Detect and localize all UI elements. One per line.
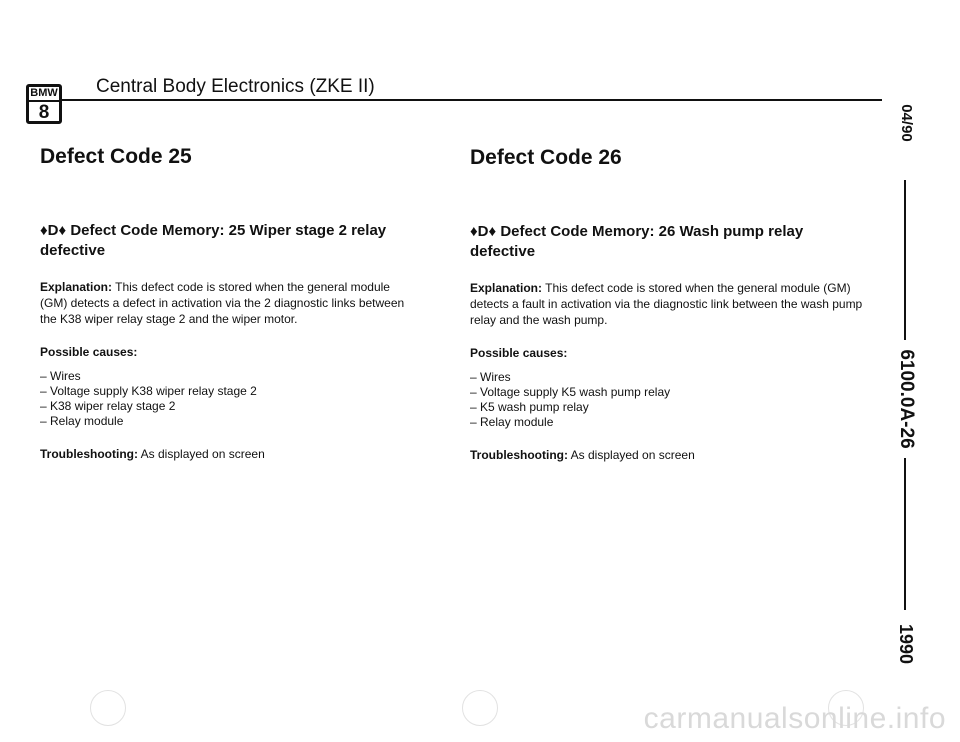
explanation-paragraph [470,280,870,328]
publication-year: 1990 [896,623,916,665]
list-item: – Relay module [470,415,554,429]
possible-causes-label: Possible causes: [40,345,138,359]
explanation-paragraph [40,279,420,327]
defect-code-25-section [40,145,420,461]
list-item: – Voltage supply K5 wash pump relay [470,385,671,399]
troubleshooting-text: As displayed on screen [140,447,265,461]
possible-causes-label: Possible causes: [470,346,568,360]
explanation-text: This defect code is stored when the general module (GM) detects a fault in activation via the diagnostic link between the wash pump relay and the wash pump. [470,281,863,327]
list-item: – Wires [470,370,511,384]
defect-code-26-section [470,146,870,462]
logo-brand: BMW [29,87,59,102]
bmw-logo [26,84,62,124]
troubleshooting-line [40,447,420,461]
troubleshooting-label: Troubleshooting: [470,448,568,462]
list-item: – Voltage supply K38 wiper relay stage 2 [40,384,257,398]
logo-number: 8 [38,102,50,123]
defect-memory-subhead [470,222,870,262]
subhead-text: Defect Code Memory: 25 Wiper stage 2 relay defective [40,222,387,259]
punch-hole [90,690,126,726]
section-heading: Defect Code 25 [40,145,192,168]
possible-causes-list [40,369,420,429]
diamond-d-icon: ♦D♦ [470,223,497,240]
document-number: 6100.0A-26 [896,349,917,449]
section-heading: Defect Code 26 [470,146,622,169]
troubleshooting-text: As displayed on screen [570,448,695,462]
list-item: – K38 wiper relay stage 2 [40,399,176,413]
header-rule [62,99,882,101]
troubleshooting-line [470,448,870,462]
diamond-d-icon: ♦D♦ [40,222,67,239]
explanation-label: Explanation: [470,281,543,295]
watermark: carmanualsonline.info [643,702,946,735]
subhead-text: Defect Code Memory: 26 Wash pump relay defective [470,223,804,260]
list-item: – Relay module [40,414,124,428]
troubleshooting-label: Troubleshooting: [40,447,138,461]
margin-rule [904,458,906,610]
revision-date: 04/90 [898,104,915,142]
defect-memory-subhead [40,221,420,261]
possible-causes-list [470,370,870,430]
explanation-text: This defect code is stored when the general module (GM) detects a defect in activation via the 2 diagnostic links between the K38 wiper relay stage 2 and the wiper motor. [40,280,405,326]
margin-rule [904,180,906,340]
page-header-title: Central Body Electronics (ZKE II) [96,76,375,97]
list-item: – Wires [40,369,81,383]
punch-hole [462,690,498,726]
list-item: – K5 wash pump relay [470,400,589,414]
explanation-label: Explanation: [40,280,113,294]
